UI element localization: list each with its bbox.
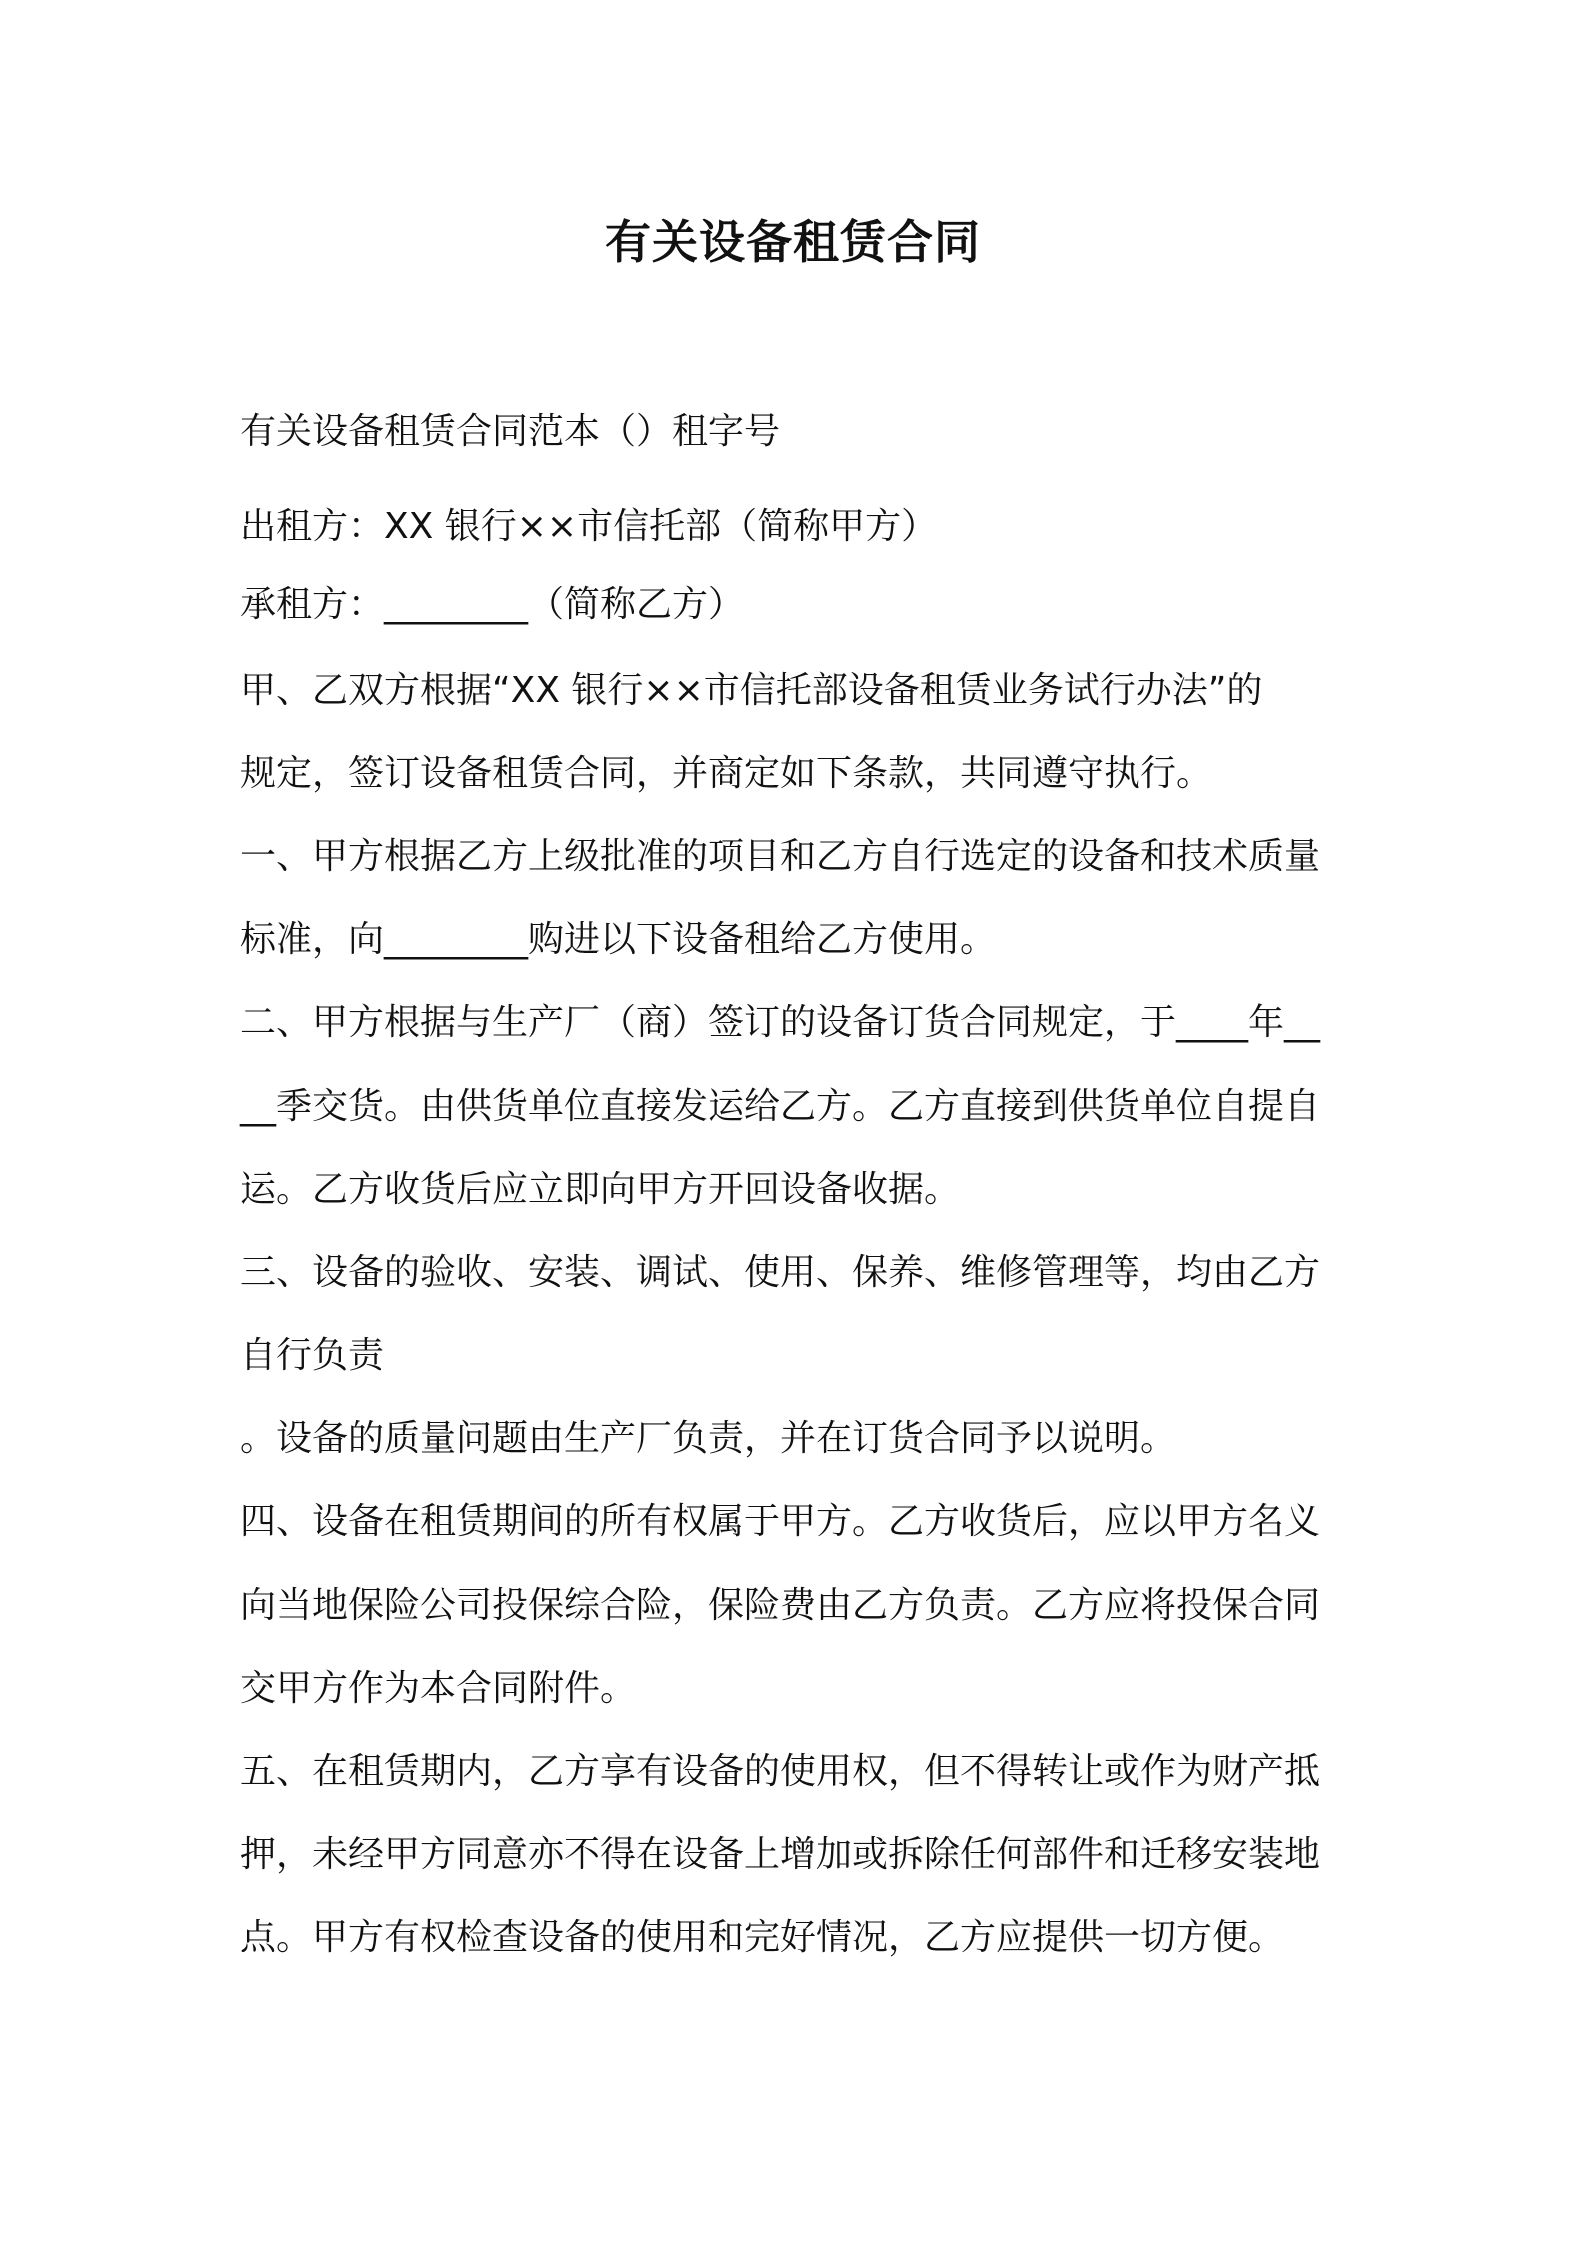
preamble-line-1: 甲、乙双方根据“XX 银行××市信托部设备租赁业务试行办法”的 (240, 670, 1263, 711)
clause-2-line-1: 二、甲方根据与生产厂（商）签订的设备订货合同规定，于____年__ (240, 1002, 1321, 1043)
clause-4-line-2: 向当地保险公司投保综合险，保险费由乙方负责。乙方应将投保合同 (240, 1585, 1321, 1626)
clause-2-line-3: 运。乙方收货后应立即向甲方开回设备收据。 (240, 1169, 961, 1210)
clause-5-line-2: 押，未经甲方同意亦不得在设备上增加或拆除任何部件和迁移安装地 (240, 1834, 1321, 1875)
lessee-line: 承租方：________（简称乙方） (240, 584, 745, 625)
clause-4-line-3: 交甲方作为本合同附件。 (240, 1668, 637, 1709)
contract-number-line: 有关设备租赁合同范本（）租字号 (240, 411, 781, 452)
clause-4-line-1: 四、设备在租赁期间的所有权属于甲方。乙方收货后，应以甲方名义 (240, 1501, 1321, 1542)
document-title: 有关设备租赁合同 (605, 215, 981, 269)
clause-3-line-1: 三、设备的验收、安装、调试、使用、保养、维修管理等，均由乙方 (240, 1252, 1321, 1293)
clause-5-line-3: 点。甲方有权检查设备的使用和完好情况，乙方应提供一切方便。 (240, 1917, 1285, 1958)
lessor-line: 出租方：XX 银行××市信托部（简称甲方） (240, 506, 938, 547)
clause-2-line-2: __季交货。由供货单位直接发运给乙方。乙方直接到供货单位自提自 (240, 1086, 1321, 1127)
clause-1-line-1: 一、甲方根据乙方上级批准的项目和乙方自行选定的设备和技术质量 (240, 836, 1321, 877)
clause-5-line-1: 五、在租赁期内，乙方享有设备的使用权，但不得转让或作为财产抵 (240, 1751, 1321, 1792)
preamble-line-2: 规定，签订设备租赁合同，并商定如下条款，共同遵守执行。 (240, 753, 1213, 794)
clause-1-line-2: 标准，向________购进以下设备租给乙方使用。 (240, 919, 997, 960)
clause-3-line-2: 自行负责 (240, 1335, 385, 1376)
clause-3-line-3: 。设备的质量问题由生产厂负责，并在订货合同予以说明。 (240, 1418, 1177, 1459)
